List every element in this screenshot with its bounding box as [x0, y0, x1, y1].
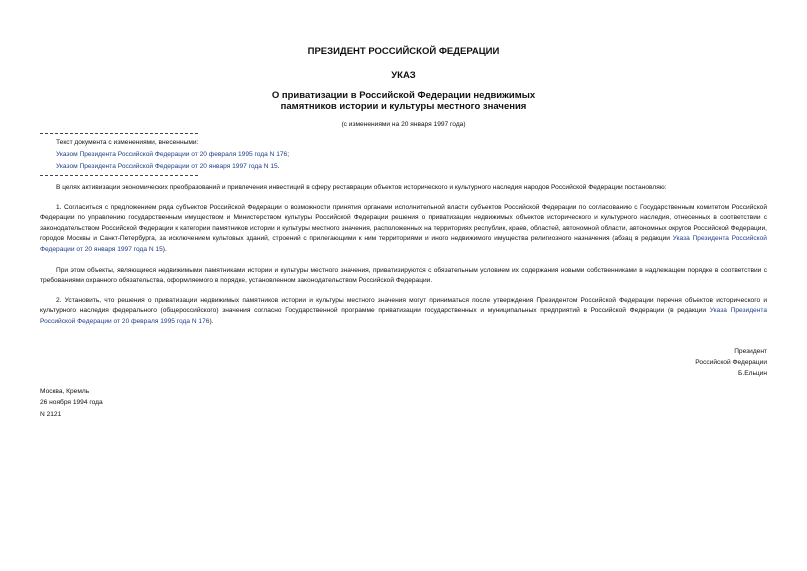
issue-place: Москва, Кремль: [40, 388, 90, 395]
paragraph-1b: При этом объекты, являющиеся недвижимыми памятниками истории и культуры местного значения, приватизируются с обязательным условием их содержания новыми собственниками в надлежащем порядке в соответствии с требованиями охранного обязательства, оформляемого в порядке, установленном законодательством Российской Федерации.: [40, 267, 767, 285]
paragraph-2-text: 2. Установить, что решения о приватизации недвижимых памятников истории и культуры местного значения могут приниматься после утверждения Президентом Российской Федерации перечня объектов исторического и культурного наследия федерального (общероссийского) значения согласно Государственной программе приватизации государственных и муниципальных предприятий в Российской Федерации (в редакции: [40, 297, 767, 315]
document-type: УКАЗ: [391, 70, 416, 81]
paragraph-1: [40, 203, 767, 255]
signature-name: Б.Ельцин: [738, 370, 767, 377]
paragraph-2-end: ).: [209, 317, 214, 325]
issue-number: N 2121: [40, 410, 62, 418]
amendment-suffix-1: ;: [287, 151, 290, 158]
divider-bottom: [40, 175, 198, 176]
amendment-date: (с изменениями на 20 января 1997 года): [341, 121, 466, 128]
issue-details: [40, 386, 103, 420]
issue-date: 26 ноября 1994 года: [40, 399, 103, 407]
subject-line-2: памятников истории и культуры местного значения: [280, 101, 527, 112]
paragraph-1-link[interactable]: Указа Президента Российской Федерации от 20 января 1997 года N 15: [40, 235, 767, 253]
paragraph-2: [40, 296, 767, 327]
amendments-intro: Текст документа с изменениями, внесенными:: [56, 139, 199, 146]
signature-title: Президент: [734, 348, 767, 355]
amendment-line-2: [56, 163, 280, 170]
subject-line-1: О приватизации в Российской Федерации недвижимых: [271, 90, 536, 101]
preamble-paragraph: В целях активизации экономических преобразований и привлечения инвестиций в сферу реставрации объектов исторического и культурного наследия народов Российской Федерации постановляю:: [56, 184, 667, 191]
document-title: ПРЕЗИДЕНТ РОССИЙСКОЙ ФЕДЕРАЦИИ: [307, 46, 500, 57]
amendment-line-1: [56, 151, 289, 158]
paragraph-1-text: 1. Согласиться с предложением ряда субъектов Российской Федерации о возможности принятия органами исполнительной власти субъектов Российской Федерации по согласованию с Государственным комитетом Российской Федерации по управлению государственным имуществом и Министерством культуры Российской Федерации решения о приватизации недвижимых объектов исторического и культурного наследия, отнесенных в соответствии с законодательством Российской Федерации к категории памятников истории и культуры местного значения, расположенных на территориях республик, краев, областей, автономной области, автономных округов Российской Федерации, городов Москвы и Санкт-Петербурга, за исключением культовых зданий, строений с прилегающими к ним территориями и иного недвижимого имущества религиозного назначения (абзац в редакции: [40, 204, 767, 243]
document-subject: [0, 90, 807, 112]
signature-country: Российской Федерации: [695, 359, 767, 366]
divider-top: [40, 133, 198, 134]
amendment-suffix-2: .: [277, 163, 280, 170]
paragraph-2-link[interactable]: Указа Президента Российской Федерации от 20 февраля 1995 года N 176: [40, 307, 767, 325]
paragraph-1-end: ).: [162, 245, 167, 253]
amendment-link-2[interactable]: Указом Президента Российской Федерации от 20 января 1997 года N 15: [56, 163, 278, 170]
amendment-link-1[interactable]: Указом Президента Российской Федерации от 20 февраля 1995 года N 176: [56, 151, 288, 158]
signature-block: [695, 346, 767, 379]
